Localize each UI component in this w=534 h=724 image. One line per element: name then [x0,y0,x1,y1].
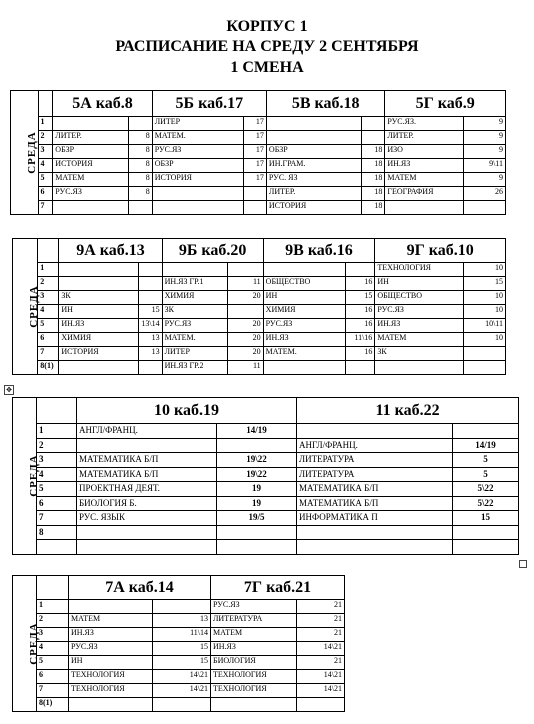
subject-cell: МАТЕМАТИКА Б/П [297,496,453,511]
subject-cell: ИН.ЯЗ [375,319,463,333]
room-cell [217,540,297,555]
subject-cell: ИН.ЯЗ [385,159,463,173]
room-cell: 15 [139,305,162,319]
room-cell: 11\14 [153,628,211,642]
subject-cell: ЛИТЕР. [385,131,463,145]
room-cell: 15 [153,656,211,670]
subject-cell [263,361,345,375]
subject-cell: ТЕХНОЛОГИЯ [69,670,153,684]
subject-cell: ИН.ЯЗ [263,333,345,347]
subject-cell: ИСТОРИЯ [59,347,139,361]
room-cell [362,117,385,131]
room-cell [345,361,374,375]
lesson-number: 1 [38,263,59,277]
lesson-row [11,145,506,159]
class-header: 9Г каб.10 [375,239,506,263]
lesson-number: 3 [38,145,53,159]
room-cell [153,600,211,614]
lesson-row [13,277,506,291]
day-label-text: СРЕДА [27,454,40,498]
lesson-row [13,361,506,375]
room-cell: 9\11 [463,159,505,173]
subject-cell: ГЕОГРАФИЯ [385,187,463,201]
lesson-row [13,482,519,497]
title-building: КОРПУС 1 [226,18,308,35]
subject-cell [211,698,297,712]
subject-cell: ЛИТЕРАТУРА [297,453,453,468]
room-cell: 14/19 [453,438,519,453]
lesson-number: 6 [38,333,59,347]
room-cell: 18 [362,187,385,201]
subject-cell: ИН [263,291,345,305]
room-cell: 13\14 [139,319,162,333]
subject-cell: ЛИТЕР [162,347,227,361]
lesson-row [13,305,506,319]
room-cell [227,263,263,277]
room-cell: 18 [362,201,385,215]
room-cell: 11\16 [345,333,374,347]
subject-cell [152,187,243,201]
subject-cell [385,201,463,215]
subject-cell: РУС.ЯЗ [211,600,297,614]
subject-cell [59,263,139,277]
lesson-row [13,496,519,511]
room-cell: 16 [345,319,374,333]
subject-cell [266,117,361,131]
lesson-row [13,263,506,277]
room-cell [463,201,505,215]
day-label-text: СРЕДА [27,285,40,328]
lesson-row [11,201,506,215]
schedule-table-7 [12,575,345,712]
room-cell: 19 [217,496,297,511]
subject-cell: ЛИТЕРАТУРА [297,467,453,482]
room-cell: 21 [297,656,345,670]
lesson-number: 6 [38,187,53,201]
subject-cell: ХИМИЯ [162,291,227,305]
lesson-number: 8 [37,525,77,540]
room-cell: 19\22 [217,467,297,482]
subject-cell: ИСТОРИЯ [266,201,361,215]
lesson-row [13,600,345,614]
subject-cell [77,438,217,453]
subject-cell: МАТЕМ. [162,333,227,347]
subject-cell [77,525,217,540]
lesson-number: 2 [38,277,59,291]
subject-cell: ТЕХНОЛОГИЯ [211,684,297,698]
subject-cell: ИН.ЯЗ [69,628,153,642]
subject-cell: МАТЕМАТИКА Б/П [297,482,453,497]
subject-cell: ИН.ЯЗ [211,642,297,656]
room-cell [463,347,505,361]
lesson-row [13,540,519,555]
lesson-row [13,614,345,628]
subject-cell: МАТЕМ [385,173,463,187]
room-cell [227,305,263,319]
room-cell: 9 [463,117,505,131]
lesson-number [37,540,77,555]
lesson-number: 2 [37,614,69,628]
room-cell: 21 [297,614,345,628]
subject-cell: ИН.ЯЗ ГР.2 [162,361,227,375]
class-header: 9А каб.13 [59,239,162,263]
lesson-number: 8(1) [38,361,59,375]
subject-cell: ИН [69,656,153,670]
room-cell [463,361,505,375]
lesson-row [11,131,506,145]
subject-cell: ИН.ЯЗ ГР.1 [162,277,227,291]
day-label-text: СРЕДА [27,622,40,665]
class-header: 10 каб.19 [77,398,297,424]
lesson-row [13,525,519,540]
lesson-number: 4 [38,159,53,173]
room-cell: 18 [362,159,385,173]
room-cell [139,277,162,291]
lesson-number: 5 [38,319,59,333]
subject-cell: РУС.ЯЗ [263,319,345,333]
lesson-row [11,159,506,173]
class-header-row [11,91,506,117]
room-cell: 8 [129,187,152,201]
lesson-number: 3 [37,453,77,468]
header-blank-cell [37,398,77,424]
lesson-number: 4 [37,467,77,482]
day-label [13,239,38,375]
room-cell: 8 [129,159,152,173]
room-cell: 19/5 [217,511,297,526]
room-cell [297,698,345,712]
lesson-number: 4 [38,305,59,319]
room-cell: 20 [227,347,263,361]
room-cell: 5\22 [453,496,519,511]
lesson-row [13,347,506,361]
subject-cell: ИСТОРИЯ [152,173,243,187]
subject-cell [69,600,153,614]
subject-cell: МАТЕМАТИКА Б/П [77,453,217,468]
move-anchor-icon[interactable]: ✥ [4,385,14,395]
subject-cell: ХИМИЯ [263,305,345,319]
room-cell: 18 [362,145,385,159]
lesson-row [13,642,345,656]
room-cell [153,698,211,712]
room-cell [139,291,162,305]
room-cell: 20 [227,291,263,305]
room-cell: 16 [345,305,374,319]
subject-cell: РУС.ЯЗ [53,187,129,201]
room-cell [129,201,152,215]
room-cell: 21 [297,600,345,614]
lesson-number: 3 [38,291,59,305]
room-cell: 17 [243,173,266,187]
subject-cell [152,201,243,215]
subject-cell: ТЕХНОЛОГИЯ [69,684,153,698]
lesson-number: 7 [38,201,53,215]
subject-cell: РУС.ЯЗ. [385,117,463,131]
lesson-number: 5 [38,173,53,187]
subject-cell: РУС. ЯЗЫК [77,511,217,526]
room-cell: 15 [153,642,211,656]
subject-cell: МАТЕМ. [152,131,243,145]
subject-cell [53,201,129,215]
room-cell: 13 [153,614,211,628]
room-cell: 14\21 [297,642,345,656]
room-cell: 10 [463,291,505,305]
subject-cell: ОБЩЕСТВО [375,291,463,305]
lesson-number: 1 [38,117,53,131]
room-cell: 17 [243,159,266,173]
class-header-row [13,576,345,600]
subject-cell: МАТЕМ [211,628,297,642]
lesson-number: 3 [37,628,69,642]
subject-cell: РУС.ЯЗ [152,145,243,159]
room-cell [453,424,519,439]
room-cell: 11 [227,277,263,291]
subject-cell: РУС.ЯЗ [69,642,153,656]
subject-cell [297,540,453,555]
class-header: 5А каб.8 [53,91,152,117]
subject-cell: ИН.ГРАМ. [266,159,361,173]
lesson-number: 6 [37,670,69,684]
subject-cell: РУС. ЯЗ [266,173,361,187]
subject-cell: ПРОЕКТНАЯ ДЕЯТ. [77,482,217,497]
subject-cell [266,131,361,145]
class-header: 5Г каб.9 [385,91,506,117]
subject-cell [53,117,129,131]
schedule-table-5 [10,90,506,215]
subject-cell: ЗК [162,305,227,319]
subject-cell [59,277,139,291]
lesson-row [13,628,345,642]
subject-cell: ОБЗР [152,159,243,173]
room-cell: 20 [227,333,263,347]
subject-cell: МАТЕМ [375,333,463,347]
subject-cell: МАТЕМАТИКА Б/П [77,467,217,482]
subject-cell: БИОЛОГИЯ [211,656,297,670]
subject-cell: ЗК [375,347,463,361]
lesson-row [13,424,519,439]
lesson-row [13,684,345,698]
class-header: 9В каб.16 [263,239,375,263]
header-blank-cell [38,239,59,263]
class-header: 5Б каб.17 [152,91,266,117]
subject-cell: ИСТОРИЯ [53,159,129,173]
lesson-number: 2 [37,438,77,453]
subject-cell [77,540,217,555]
subject-cell [297,525,453,540]
room-cell [139,361,162,375]
lesson-row [13,467,519,482]
subject-cell [69,698,153,712]
room-cell: 11 [227,361,263,375]
lesson-row [13,698,345,712]
subject-cell [263,263,345,277]
room-cell: 19\22 [217,453,297,468]
subject-cell: ЛИТЕР. [266,187,361,201]
room-cell: 8 [129,145,152,159]
room-cell: 20 [227,319,263,333]
lesson-number: 8(1) [37,698,69,712]
class-header: 11 каб.22 [297,398,519,424]
lesson-number: 4 [37,642,69,656]
subject-cell: АНГЛ/ФРАНЦ. [297,438,453,453]
room-cell [345,263,374,277]
room-cell: 17 [243,117,266,131]
subject-cell [59,361,139,375]
room-cell: 5\22 [453,482,519,497]
lesson-number: 5 [37,482,77,497]
room-cell: 15 [345,291,374,305]
schedule-table-9 [12,238,506,375]
lesson-row [13,333,506,347]
room-cell: 16 [345,277,374,291]
subject-cell: ИЗО [385,145,463,159]
day-label-text: СРЕДА [25,131,38,174]
title-schedule: РАСПИСАНИЕ НА СРЕДУ 2 СЕНТЯБРЯ [115,38,419,55]
class-header: 5В каб.18 [266,91,384,117]
room-cell: 17 [243,131,266,145]
subject-cell: ЗК [59,291,139,305]
lesson-row [13,291,506,305]
room-cell: 5 [453,453,519,468]
room-cell [129,117,152,131]
room-cell: 10 [463,305,505,319]
subject-cell: РУС.ЯЗ [162,319,227,333]
subject-cell [162,263,227,277]
room-cell: 9 [463,131,505,145]
class-header: 9Б каб.20 [162,239,263,263]
room-cell: 9 [463,173,505,187]
room-cell: 14\21 [153,670,211,684]
subject-cell: ОБЗР [53,145,129,159]
lesson-row [13,670,345,684]
lesson-number: 5 [37,656,69,670]
subject-cell: ИН.ЯЗ [59,319,139,333]
subject-cell: ЛИТЕРАТУРА [211,614,297,628]
subject-cell: ЛИТЕР [152,117,243,131]
lesson-row [13,453,519,468]
room-cell: 13 [139,333,162,347]
class-header: 7Г каб.21 [211,576,345,600]
day-label [13,398,40,555]
subject-cell: АНГЛ/ФРАНЦ. [77,424,217,439]
room-cell: 10\11 [463,319,505,333]
room-cell: 18 [362,173,385,187]
subject-cell: ИН [375,277,463,291]
lesson-row [11,117,506,131]
room-cell: 14\21 [297,670,345,684]
lesson-row [13,319,506,333]
subject-cell [375,361,463,375]
subject-cell: МАТЕМ. [263,347,345,361]
subject-cell: ОБЩЕСТВО [263,277,345,291]
lesson-row [11,173,506,187]
room-cell: 16 [345,347,374,361]
room-cell: 21 [297,628,345,642]
room-cell: 8 [129,131,152,145]
room-cell: 14\21 [297,684,345,698]
subject-cell: ХИМИЯ [59,333,139,347]
schedule-table-10-11 [12,397,519,555]
room-cell [243,187,266,201]
room-cell [362,131,385,145]
lesson-number: 1 [37,424,77,439]
subject-cell: МАТЕМ [53,173,129,187]
room-cell: 10 [463,333,505,347]
room-cell: 15 [453,511,519,526]
room-cell: 13 [139,347,162,361]
subject-cell: ИНФОРМАТИКА П [297,511,453,526]
header-blank-cell [38,91,53,117]
day-label [11,91,39,215]
lesson-number: 7 [37,684,69,698]
subject-cell: РУС.ЯЗ [375,305,463,319]
subject-cell: ОБЗР [266,145,361,159]
lesson-number: 6 [37,496,77,511]
lesson-row [13,656,345,670]
lesson-number: 7 [38,347,59,361]
subject-cell: БИОЛОГИЯ Б. [77,496,217,511]
lesson-row [11,187,506,201]
room-cell [453,540,519,555]
subject-cell: ТЕХНОЛОГИЯ [211,670,297,684]
subject-cell: ТЕХНОЛОГИЯ [375,263,463,277]
lesson-number: 1 [37,600,69,614]
room-cell: 14\21 [153,684,211,698]
room-cell: 9 [463,145,505,159]
lesson-row [13,511,519,526]
room-cell: 14/19 [217,424,297,439]
lesson-number: 2 [38,131,53,145]
lesson-row [13,438,519,453]
resize-handle-icon[interactable] [519,560,527,568]
room-cell: 19 [217,482,297,497]
day-label [13,576,40,712]
room-cell [243,201,266,215]
title-shift: 1 СМЕНА [230,59,304,76]
class-header-row [13,398,519,424]
room-cell [217,525,297,540]
header-blank-cell [37,576,69,600]
subject-cell: ЛИТЕР. [53,131,129,145]
class-header: 7А каб.14 [69,576,211,600]
lesson-number: 7 [37,511,77,526]
room-cell: 17 [243,145,266,159]
subject-cell [297,424,453,439]
room-cell [453,525,519,540]
room-cell: 5 [453,467,519,482]
room-cell [139,263,162,277]
subject-cell: МАТЕМ [69,614,153,628]
room-cell [217,438,297,453]
room-cell: 8 [129,173,152,187]
subject-cell: ИН [59,305,139,319]
room-cell: 15 [463,277,505,291]
room-cell: 26 [463,187,505,201]
class-header-row [13,239,506,263]
room-cell: 10 [463,263,505,277]
